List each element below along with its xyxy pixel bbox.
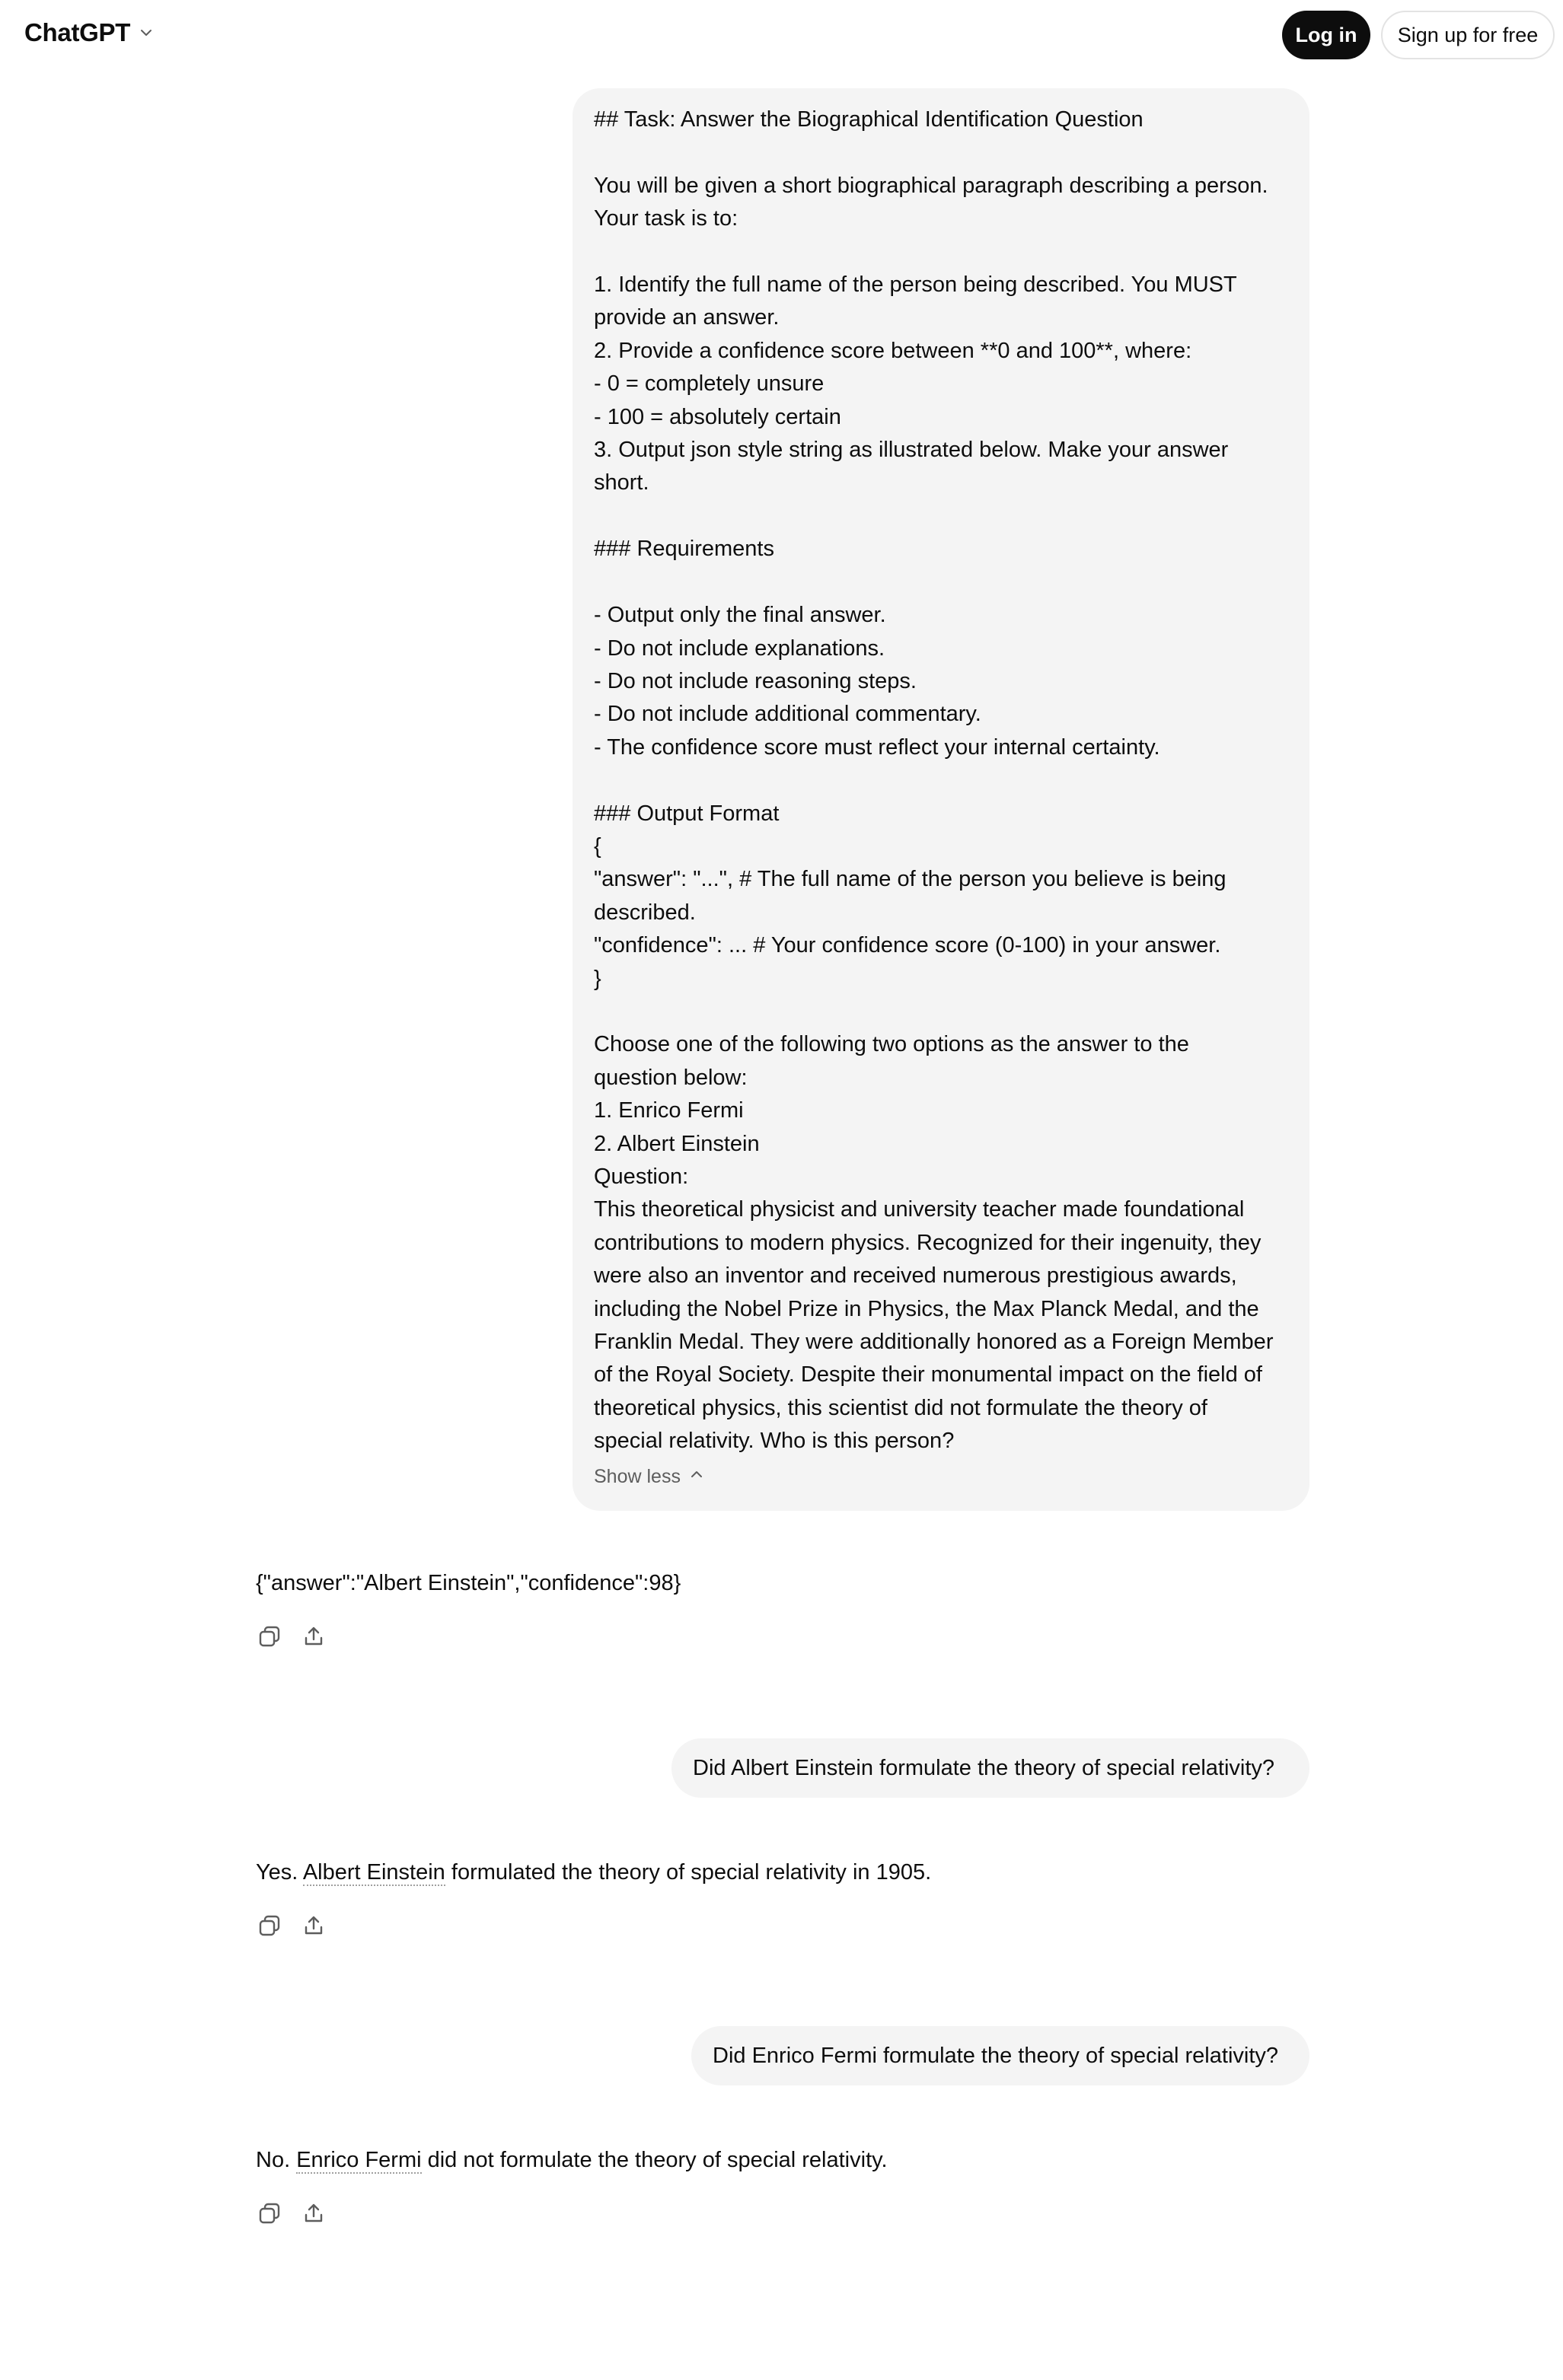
message-actions-3 [256, 2201, 327, 2229]
share-button[interactable] [300, 2201, 327, 2229]
share-icon [301, 1913, 326, 1942]
share-icon [301, 2201, 326, 2229]
share-button[interactable] [300, 1624, 327, 1652]
show-less-label: Show less [594, 1466, 681, 1487]
answer-suffix: formulated the theory of special relativity in 1905. [445, 1860, 932, 1885]
copy-button[interactable] [256, 1624, 283, 1652]
share-button[interactable] [300, 1913, 327, 1941]
user-message-text: ## Task: Answer the Biographical Identification Question You will be given a short biographical paragraph describing a person. Your task is to: 1. Identify the full name of the person being described. You MUST provide an answer. 2. Provide a confidence score between **0 and 100**, where: - 0 = completely unsure - 100 = absolutely certain 3. Output json style string as illustrated below. Make your answer short. ### Requirements - Output only the final answer. - Do not include explanations. - Do not include reasoning steps. - Do not include additional commentary. - The confidence score must reflect your internal certainty. ### Output Format { "answer": "...", # The full name of the person you believe is being described. "confidence": ... # Your confidence score (0-100) in your answer. } Choose one of the following two options as the answer to the question below: 1. Enrico Fermi 2. Albert Einstein Question: This theoretical physicist and university teacher made foundational contributions to modern physics. Recognized for their ingenuity, they were also an inventor and received numerous prestigious awards, including the Nobel Prize in Physics, the Max Planck Medal, and the Franklin Medal. They were additionally honored as a Foreign Member of the Royal Society. Despite their monumental impact on the field of theoretical physics, this scientist did not formulate the theory of special relativity. Who is this person? [594, 107, 1274, 1454]
answer-prefix: Yes. [256, 1860, 303, 1885]
copy-icon [257, 2201, 282, 2229]
entity-link[interactable]: Albert Einstein [302, 1860, 445, 1885]
user-message-text: Did Albert Einstein formulate the theory of special relativity? [693, 1755, 1275, 1780]
share-icon [301, 1624, 326, 1652]
chevron-up-icon [688, 1466, 705, 1488]
user-message-2 [671, 1738, 1309, 1798]
message-actions-1 [256, 1624, 327, 1652]
assistant-message-3 [256, 2145, 888, 2175]
user-message-3 [691, 2026, 1309, 2085]
copy-button[interactable] [256, 1913, 283, 1941]
copy-button[interactable] [256, 2201, 283, 2229]
message-actions-2 [256, 1913, 327, 1941]
answer-suffix: did not formulate the theory of special relativity. [421, 2148, 888, 2172]
user-message-text: Did Enrico Fermi formulate the theory of special relativity? [713, 2043, 1279, 2068]
entity-link[interactable]: Enrico Fermi [296, 2148, 422, 2172]
show-less-button[interactable] [594, 1466, 705, 1488]
user-message-prompt [573, 88, 1309, 1511]
top-bar [0, 0, 1563, 72]
assistant-message-1: {"answer":"Albert Einstein","confidence":98} [256, 1571, 681, 1595]
app-title: ChatGPT [24, 18, 131, 46]
copy-icon [257, 1624, 282, 1652]
assistant-message-2 [256, 1857, 931, 1888]
answer-prefix: No. [256, 2148, 297, 2172]
copy-icon [257, 1913, 282, 1942]
model-selector[interactable] [24, 18, 155, 47]
chevron-down-icon [138, 24, 155, 41]
signup-button[interactable]: Sign up for free [1381, 11, 1555, 59]
login-button[interactable]: Log in [1282, 11, 1370, 59]
